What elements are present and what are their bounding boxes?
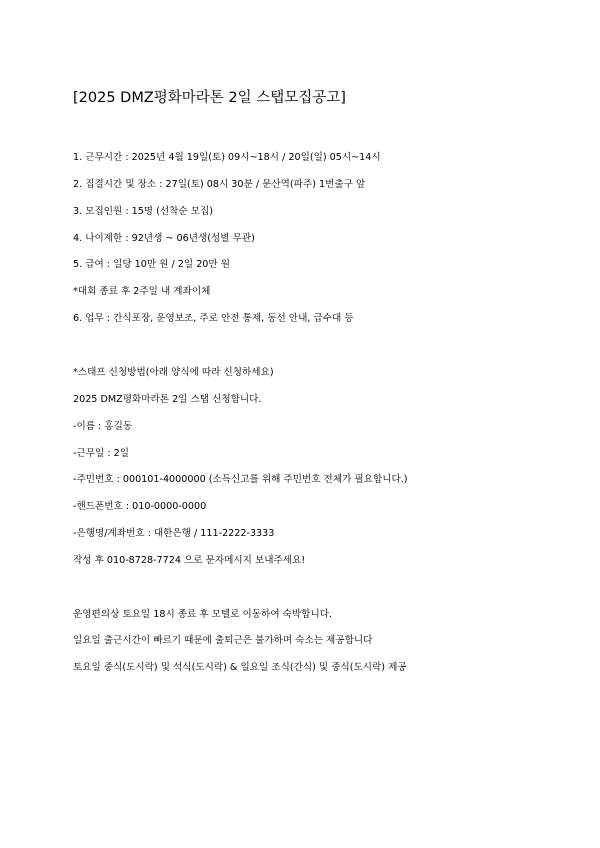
application-resident-number: -주민번호 : 000101-4000000 (소득신고를 위해 주민번호 전체가 필요합니다.) [73, 474, 408, 485]
note-commute: 일요일 출근시간이 빠르기 때문에 출퇴근은 불가하며 숙소는 제공합니다 [73, 635, 373, 646]
application-sample-title: 2025 DMZ평화마라톤 2일 스탭 신청합니다. [73, 394, 262, 405]
note-meals: 토요일 중식(도시락) 및 석식(도시락) & 일요일 조식(간식) 및 중식(도시락) 제공 [73, 662, 407, 673]
detail-payment-note: *대회 종료 후 2주일 내 계좌이체 [73, 286, 211, 297]
application-workdays: -근무일 : 2일 [73, 448, 129, 459]
detail-work-hours: 1. 근무시간 : 2025년 4월 19일(토) 09시~18시 / 20일(일) 05시~14시 [73, 152, 381, 163]
detail-meeting-place: 2. 집결시간 및 장소 : 27일(토) 08시 30분 / 문산역(파주) 1번출구 앞 [73, 179, 366, 190]
detail-age-limit: 4. 나이제한 : 92년생 ~ 06년생(성별 무관) [73, 233, 255, 244]
application-heading: *스태프 신청방법(아래 양식에 따라 신청하세요) [73, 367, 274, 378]
application-phone: -핸드폰번호 : 010-0000-0000 [73, 501, 207, 512]
note-lodging: 운영편의상 토요일 18시 종료 후 모텔로 이동하여 숙박합니다. [73, 609, 333, 620]
detail-duties: 6. 업무 : 간식포장, 운영보조, 주로 안전 통제, 동선 안내, 급수대 등 [73, 313, 354, 324]
detail-headcount: 3. 모집인원 : 15명 (선착순 모집) [73, 206, 214, 217]
application-bank: -은행명/계좌번호 : 대한은행 / 111-2222-3333 [73, 528, 275, 539]
recruitment-title: [2025 DMZ평화마라톤 2일 스탭모집공고] [73, 90, 346, 106]
application-name: -이름 : 홍길동 [73, 421, 133, 432]
detail-pay: 5. 급여 : 일당 10만 원 / 2일 20만 원 [73, 259, 230, 270]
application-send-instruction: 작성 후 010-8728-7724 으로 문자메시지 보내주세요! [73, 555, 306, 566]
